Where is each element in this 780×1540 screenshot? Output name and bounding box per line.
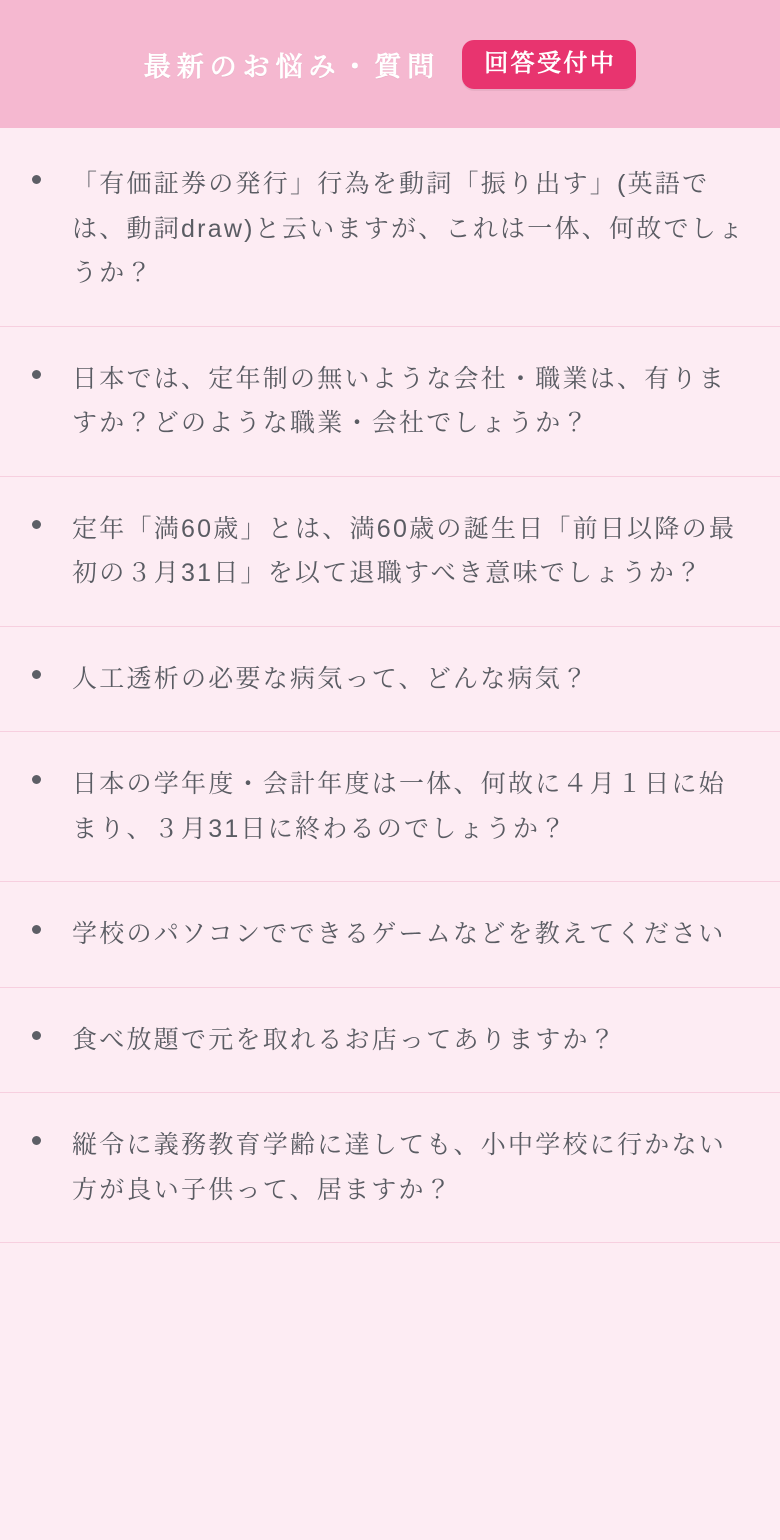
list-item[interactable]	[0, 882, 780, 988]
bullet-icon	[0, 1123, 72, 1145]
page-title: 最新のお悩み・質問	[143, 51, 441, 82]
bullet-icon	[0, 162, 72, 184]
list-item[interactable]	[0, 1093, 780, 1243]
status-badge: 回答受付中	[462, 40, 636, 89]
bullet-icon	[0, 657, 72, 679]
question-link[interactable]: 日本の学年度・会計年度は一体、何故に４月１日に始まり、３月31日に終わるのでしょうか？	[72, 770, 727, 843]
question-link[interactable]: 日本では、定年制の無いような会社・職業は、有りますか？どのような職業・会社でしょうか？	[72, 364, 727, 437]
question-link[interactable]: 縦令に義務教育学齢に達しても、小中学校に行かない方が良い子供って、居ますか？	[72, 1131, 727, 1204]
bullet-icon	[0, 1018, 72, 1040]
list-item[interactable]	[0, 128, 780, 327]
bullet-icon	[0, 912, 72, 934]
question-list	[0, 128, 780, 1243]
bullet-icon	[0, 357, 72, 379]
question-link[interactable]: 学校のパソコンでできるゲームなどを教えてください	[72, 920, 726, 948]
list-item[interactable]	[0, 732, 780, 882]
list-item[interactable]	[0, 327, 780, 477]
page-header	[0, 0, 780, 128]
list-item[interactable]	[0, 627, 780, 733]
question-link[interactable]: 定年「満60歳」とは、満60歳の誕生日「前日以降の最初の３月31日」を以て退職すべき意味でしょうか？	[72, 514, 737, 587]
question-link[interactable]: 「有価証券の発行」行為を動詞「振り出す」(英語では、動詞draw)と云いますが、これは一体、何故でしょうか？	[72, 170, 746, 287]
question-link[interactable]: 人工透析の必要な病気って、どんな病気？	[72, 664, 590, 693]
list-item[interactable]	[0, 988, 780, 1094]
question-link[interactable]: 食べ放題で元を取れるお店ってありますか？	[72, 1025, 618, 1054]
bullet-icon	[0, 762, 72, 784]
bullet-icon	[0, 507, 72, 529]
list-item[interactable]	[0, 477, 780, 627]
